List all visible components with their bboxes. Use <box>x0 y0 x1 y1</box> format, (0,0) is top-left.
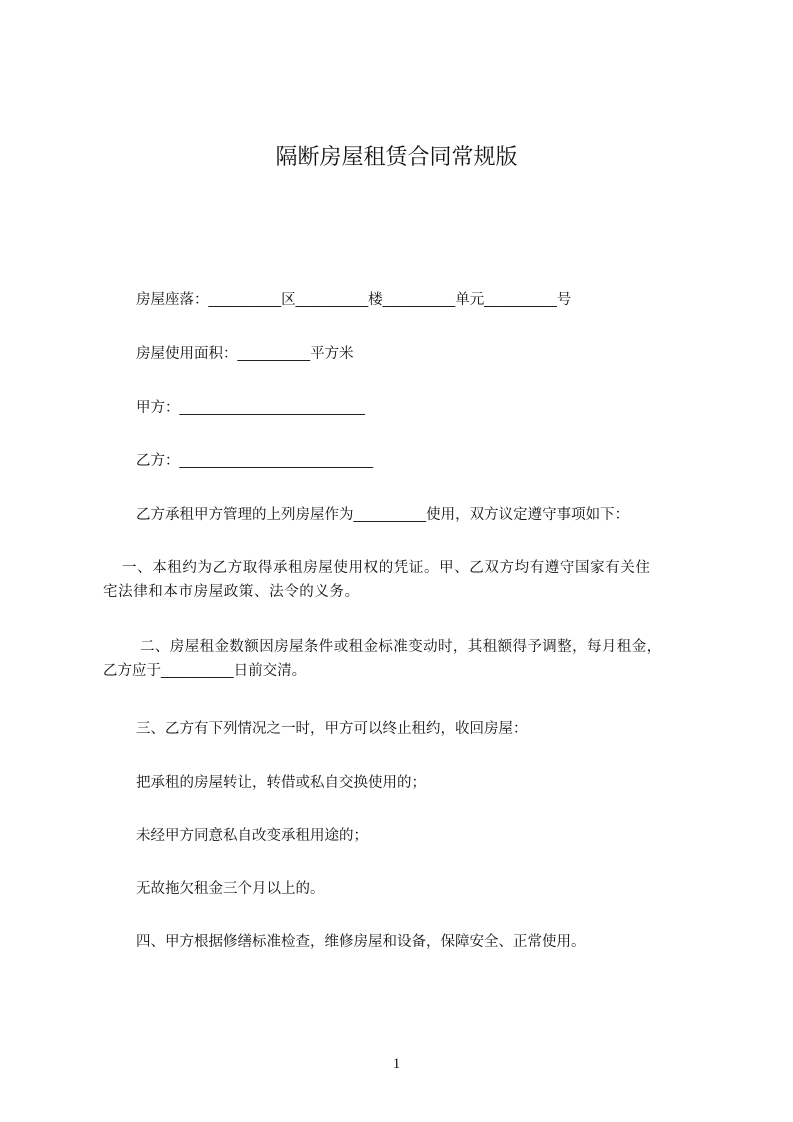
clause-2-line-1: 二、房屋租金数额因房屋条件或租金标准变动时，其租额得予调整，每月租金， <box>140 639 662 655</box>
document-title: 隔断房屋租赁合同常规版 <box>275 144 518 169</box>
clause-4: 四、甲方根据修缮标准检查，维修房屋和设备，保障安全、正常使用。 <box>136 934 586 950</box>
clause-2-line-2: 乙方应于_________日前交清。 <box>103 663 307 679</box>
area-line: 房屋使用面积：_________平方米 <box>136 346 354 362</box>
clause-1-line-2: 宅法律和本市房屋政策、法令的义务。 <box>103 584 360 600</box>
party-a-line: 甲方：_______________________ <box>136 400 365 416</box>
clause-3: 三、乙方有下列情况之一时，甲方可以终止租约，收回房屋： <box>136 721 528 737</box>
intro-paragraph: 乙方承租甲方管理的上列房屋作为_________使用，双方议定遵守事项如下： <box>136 507 630 523</box>
clause-3-item-b: 未经甲方同意私自改变承租用途的； <box>136 828 368 844</box>
location-line: 房屋座落：_________区_________楼_________单元_________号 <box>136 292 572 308</box>
page-number: 1 <box>392 1056 401 1072</box>
clause-1-line-1: 一、本租约为乙方取得承租房屋使用权的凭证。甲、乙双方均有遵守国家有关住 <box>122 560 651 576</box>
party-b-line: 乙方：________________________ <box>136 453 374 469</box>
clause-3-item-a: 把承租的房屋转让，转借或私自交换使用的； <box>136 775 426 791</box>
clause-3-item-c: 无故拖欠租金三个月以上的。 <box>136 881 325 897</box>
